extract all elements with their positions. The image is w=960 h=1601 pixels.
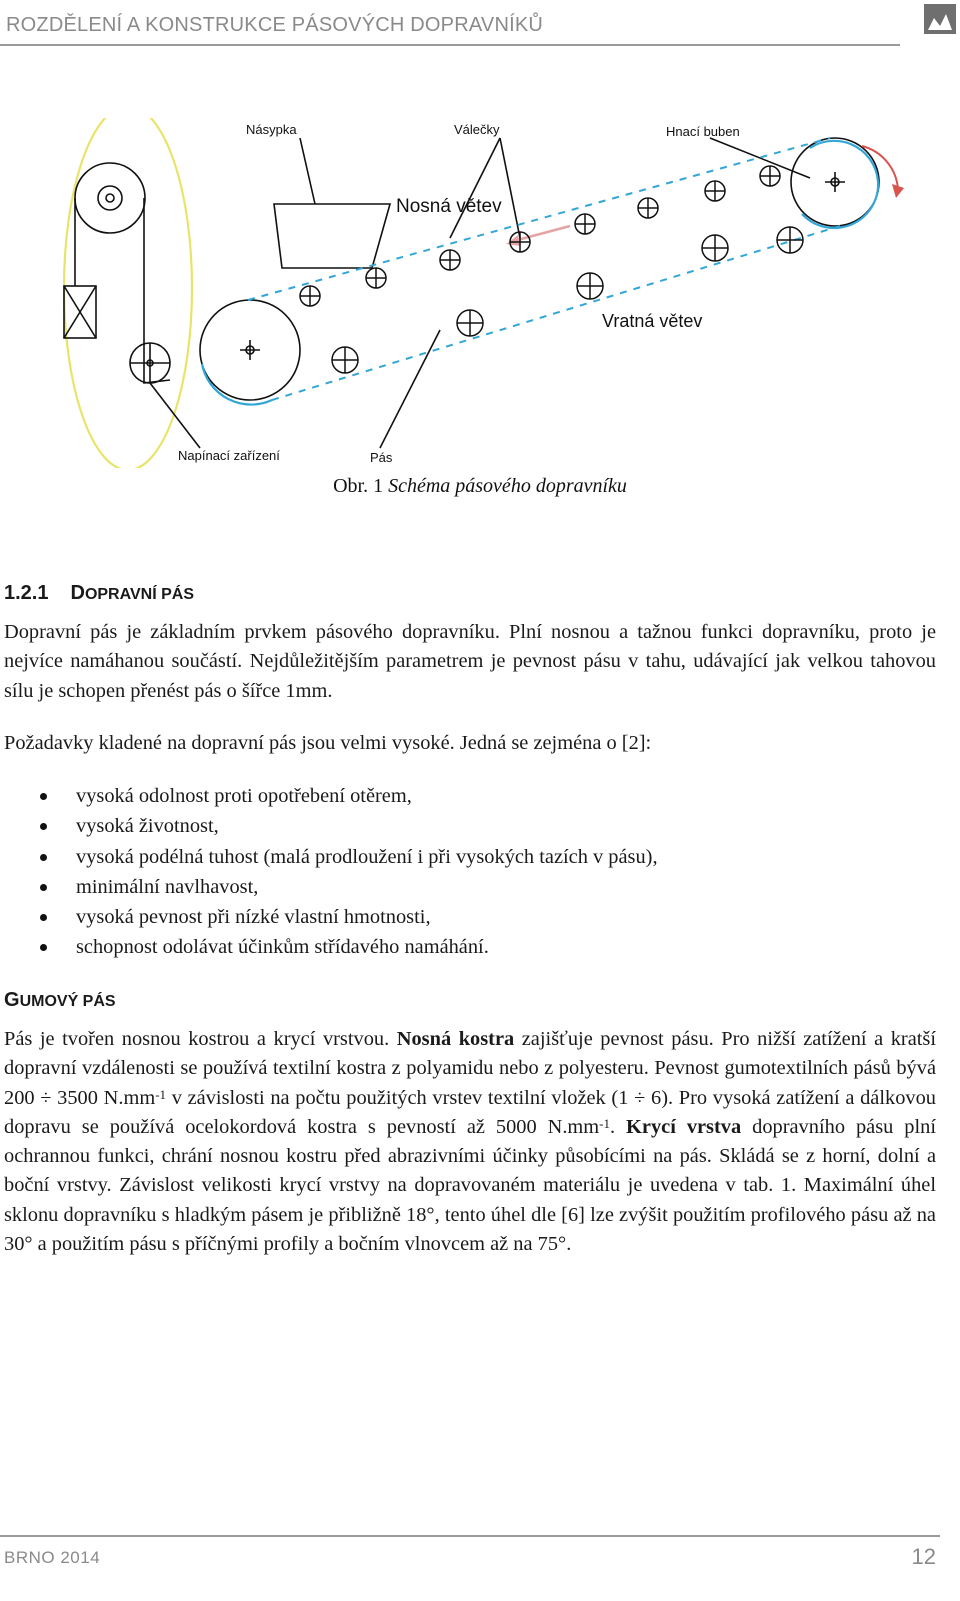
tensioning-highlight-ellipse — [64, 118, 192, 468]
return-branch — [272, 226, 840, 400]
list-item: vysoká pevnost při nízké vlastní hmotnosti, — [0, 902, 658, 932]
return-roller — [577, 273, 603, 299]
label-vratna-vetev: Vratná větev — [602, 311, 703, 331]
paragraph-intro: Dopravní pás je základním prvkem pásového dopravníku. Plní nosnou a tažnou funkci dopravníku, proto je nejvíce namáhanou součástí. Nejdůležitějším parametrem je pevnost pásu v tahu, udávající jak velkou tahovou sílu je schopen přenést pás o šířce 1mm. — [4, 621, 936, 702]
return-roller — [332, 347, 358, 373]
list-item: vysoká odolnost proti opotřebení otěrem, — [0, 781, 658, 811]
idler-roller — [705, 181, 725, 201]
bullet-icon — [40, 944, 47, 951]
bullet-icon — [40, 914, 47, 921]
conveyor-schema-diagram — [50, 118, 910, 468]
term-kryci-vrstva: Krycí vrstva — [626, 1115, 742, 1138]
page-number: 12 — [911, 1544, 936, 1569]
header-rule — [0, 44, 900, 46]
section-number: 1.2.1 — [4, 582, 49, 604]
top-pulley — [75, 163, 145, 233]
idler-roller — [760, 166, 780, 186]
idler-roller — [638, 198, 658, 218]
label-valecky: Válečky — [454, 122, 500, 137]
idler-roller — [366, 268, 386, 288]
list-item: minimální navlhavost, — [0, 872, 658, 902]
label-leader-hnaci — [710, 138, 810, 178]
section-heading — [4, 582, 194, 605]
caption-title: Schéma pásového dopravníku — [388, 475, 627, 497]
label-pas: Pás — [370, 450, 393, 465]
section-title-initial: D — [70, 582, 85, 604]
list-item: schopnost odolávat účinkům střídavého namáhání. — [0, 932, 658, 962]
section-title-rest: OPRAVNÍ PÁS — [84, 586, 194, 603]
subsection-heading — [4, 989, 116, 1012]
footer-place-year: BRNO 2014 — [4, 1548, 101, 1567]
label-leader-valecky — [450, 138, 500, 238]
bullet-icon — [40, 823, 47, 830]
subsection-title-rest: UMOVÝ PÁS — [19, 993, 116, 1010]
label-nasypka: Násypka — [246, 122, 297, 137]
term-nosna-kostra: Nosná kostra — [396, 1028, 515, 1050]
bullet-icon — [40, 854, 47, 861]
paragraph-requirements-intro: Požadavky kladené na dopravní pás jsou velmi vysoké. Jedná se zejména o [2]: — [4, 732, 652, 754]
label-napinaci-zarizeni: Napínací zařízení — [178, 448, 280, 463]
running-header: ROZDĚLENÍ A KONSTRUKCE PÁSOVÝCH DOPRAVNÍKŮ — [6, 14, 544, 36]
bullet-icon — [40, 884, 47, 891]
return-roller — [777, 227, 803, 253]
carrying-branch — [248, 138, 830, 300]
idler-roller — [510, 232, 530, 252]
idler-roller — [300, 286, 320, 306]
university-logo-icon — [924, 4, 956, 34]
label-leader-pas — [380, 330, 440, 448]
footer-rule — [0, 1535, 940, 1537]
caption-prefix: Obr. 1 — [333, 475, 384, 497]
hopper — [274, 204, 390, 268]
label-hnaci-buben: Hnací buben — [666, 124, 740, 139]
label-nosna-vetev: Nosná větev — [396, 196, 502, 217]
paragraph-rubber-belt: Pás je tvořen nosnou kostrou a krycí vrstvou. Nosná kostra zajišťuje pevnost pásu. Pro nižší zatížení a kratší dopravní vzdálenosti se používá textilní kostra z polyamidu nebo z polyesteru. Pevnost gumotextilních pásů bývá 200 ÷ 3500 $N.mm^{-1}$ v závislosti na počtu použitých vrstev textilní vložek (1 ÷ 6). Pro vysoká zatížení a dálkovou dopravu se používá ocelokordová kostra s pevností až 5000 $N.mm^{-1}$. Krycí vrstva dopravního pásu plní ochrannou funkci, chrání nosnou kostru před abrazivními účinky působícími na pás. Skládá se z horní, dolní a boční vrstvy. Závislost velikosti krycí vrstvy na dopravovaném materiálu je uvedena v tab. 1. Maximální úhel sklonu dopravníku s hladkým pásem je přibližně 18°, tento úhel dle [6] lze zvýšit použitím profilového pásu až na 30° a použitím pásu s příčnými profily a bočním vlnovcem až na 75°. — [4, 1028, 937, 1256]
figure-caption — [0, 475, 960, 498]
idler-roller — [440, 250, 460, 270]
subsection-title-initial: G — [4, 989, 20, 1011]
requirements-list — [0, 781, 658, 963]
return-roller — [702, 235, 728, 261]
bullet-icon — [40, 793, 47, 800]
list-item: vysoká životnost, — [0, 811, 658, 841]
idler-roller — [575, 214, 595, 234]
label-leader-napinaci — [150, 383, 200, 448]
return-roller — [457, 310, 483, 336]
list-item: vysoká podélná tuhost (malá prodloužení i při vysokých tazích v pásu), — [0, 842, 658, 872]
label-leader-nasypka — [300, 138, 315, 204]
